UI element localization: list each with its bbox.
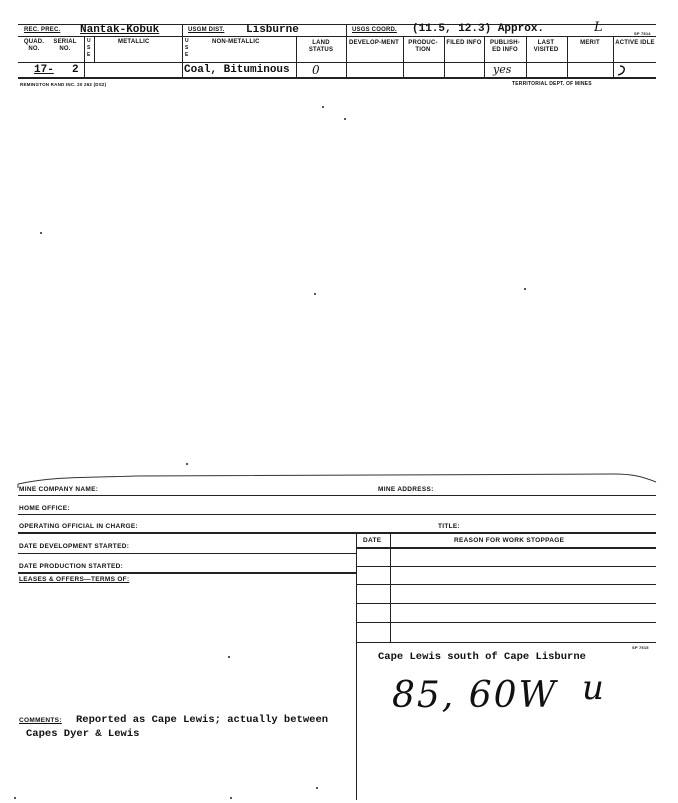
production-header: PRODUC-TION <box>408 40 438 53</box>
title-label: TITLE: <box>438 523 461 530</box>
col-divider-production <box>403 36 404 77</box>
quad-number: 17- <box>34 64 54 76</box>
last-visited-header: LAST VISITED <box>533 40 559 53</box>
mine-company-label: MINE COMPANY NAME: <box>19 486 99 493</box>
stoppage-header-rule <box>356 547 656 549</box>
col-divider-use <box>182 24 183 77</box>
speck <box>344 118 346 120</box>
col-divider-land <box>296 36 297 77</box>
development-rule <box>18 553 356 554</box>
check-mark-icon <box>614 62 634 78</box>
col-divider-last-visited <box>526 36 527 77</box>
merit-header: MERIT <box>580 40 600 46</box>
form-number: SP 7514 <box>634 31 651 36</box>
land-status-value: 0 <box>312 63 320 77</box>
column-header-divider <box>18 62 656 63</box>
corner-mark: L <box>594 20 603 35</box>
bottom-form-number: SP 7515 <box>632 645 649 650</box>
stoppage-row-rule-2 <box>356 584 656 585</box>
speck <box>230 797 232 799</box>
usgm-dist-value: Lisburne <box>246 24 299 36</box>
col-divider-metallic <box>84 36 85 77</box>
handwritten-coordinates: 85, 60W <box>392 675 558 716</box>
bottom-rule <box>18 77 656 79</box>
speck <box>40 232 42 234</box>
comments-line-1: Reported as Cape Lewis; actually between <box>76 714 329 726</box>
quad-no-header: QUAD. NO. <box>23 39 45 52</box>
comments-label: COMMENTS: <box>19 717 62 724</box>
use-letters-nonmetallic: U S E <box>185 38 189 58</box>
mine-address-label: MINE ADDRESS: <box>378 486 434 493</box>
date-development-label: DATE DEVELOPMENT STARTED: <box>19 543 130 550</box>
col-divider-merit <box>567 36 568 77</box>
official-rule <box>18 532 656 534</box>
stoppage-row-rule-4 <box>356 622 656 623</box>
speck <box>186 463 188 465</box>
col-divider-filed <box>444 36 445 77</box>
operating-official-label: OPERATING OFFICIAL IN CHARGE: <box>19 523 138 530</box>
non-metallic-commodity: Coal, Bituminous <box>184 64 290 76</box>
speck <box>322 106 324 108</box>
production-rule <box>18 572 356 574</box>
home-office-label: HOME OFFICE: <box>19 505 70 512</box>
handwritten-initial: u <box>582 668 604 708</box>
land-status-header: LAND STATUS <box>308 40 334 53</box>
speck <box>314 293 316 295</box>
serial-no-header: SERIAL NO. <box>53 39 77 52</box>
non-metallic-header: NON-METALLIC <box>212 39 260 45</box>
header-divider <box>18 36 656 37</box>
stoppage-row-rule-5 <box>356 642 656 643</box>
speck <box>316 787 318 789</box>
speck <box>14 797 16 799</box>
serial-number: 2 <box>72 64 79 76</box>
location-note: Cape Lewis south of Cape Lisburne <box>378 651 586 663</box>
published-info-value: yes <box>493 63 512 76</box>
card-edge <box>16 470 660 492</box>
leases-label: LEASES & OFFERS—TERMS OF: <box>19 576 130 583</box>
usgm-dist-label: USGM DIST. <box>188 27 225 33</box>
use-divider-metallic <box>94 36 95 62</box>
comments-line-2: Capes Dyer & Lewis <box>26 728 140 740</box>
use-letters-metallic: U S E <box>87 38 91 58</box>
metallic-header: METALLIC <box>118 39 150 45</box>
col-divider-published <box>484 36 485 77</box>
company-rule <box>18 495 656 496</box>
reason-column-header: REASON FOR WORK STOPPAGE <box>454 537 565 544</box>
usgs-coord-value: (11.5, 12.3) Approx. <box>412 23 545 35</box>
speck <box>228 656 230 658</box>
stoppage-row-rule-1 <box>356 566 656 567</box>
rec-prec-value: Nantak-Kobuk <box>80 24 160 36</box>
published-info-header: PUBLISH-ED INFO <box>490 40 520 53</box>
development-header: DEVELOP-MENT <box>348 40 400 46</box>
center-divider <box>356 532 357 800</box>
date-production-label: DATE PRODUCTION STARTED: <box>19 563 124 570</box>
usgs-coord-label: USGS COORD. <box>352 27 397 33</box>
col-divider-develop <box>346 24 347 77</box>
home-office-rule <box>18 514 656 515</box>
filed-info-header: FILED INFO <box>446 40 482 46</box>
date-column-header: DATE <box>363 537 382 544</box>
speck <box>524 288 526 290</box>
rec-prec-label: REC. PREC. <box>24 27 61 33</box>
active-idle-header: ACTIVE IDLE <box>615 40 655 46</box>
printer-imprint: REMINGTON RAND INC. 20 262 (DS2) <box>20 82 107 87</box>
territorial-dept: TERRITORIAL DEPT. OF MINES <box>512 81 592 87</box>
stoppage-row-rule-3 <box>356 603 656 604</box>
